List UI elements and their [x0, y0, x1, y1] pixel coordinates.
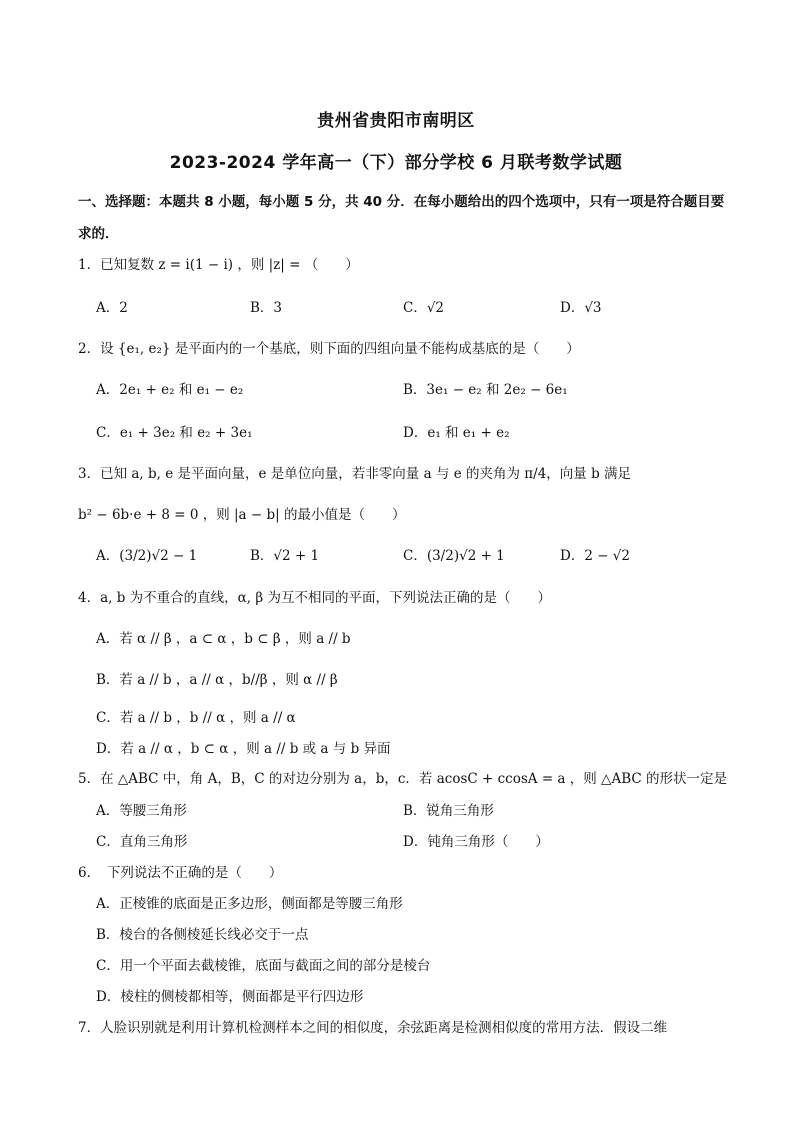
question-2-stem: 2．设 {e₁, e₂} 是平面内的一个基底，则下面的四组向量不能构成基底的是（ ） — [78, 341, 580, 357]
question-2-option-a: A．2e₁ + e₂ 和 e₁ − e₂ — [96, 382, 244, 398]
question-2-option-d: D．e₁ 和 e₁ + e₂ — [403, 425, 510, 441]
question-6-option-c: C．用一个平面去截棱锥，底面与截面之间的部分是棱台 — [96, 958, 431, 974]
exam-title-line2: 2023-2024 学年高一（下）部分学校 6 月联考数学试题 — [169, 153, 623, 173]
question-1-option-c: C．√2 — [403, 300, 445, 316]
question-1-option-b: B．3 — [250, 300, 283, 316]
question-1-option-d: D．√3 — [560, 300, 602, 316]
question-3-option-d: D．2 − √2 — [560, 548, 630, 564]
question-5-option-c: C．直角三角形 — [96, 834, 188, 850]
question-1-option-a: A．2 — [96, 300, 128, 316]
question-3-stem-line2: b² − 6b·e + 8 = 0 ，则 |a − b| 的最小值是（ ） — [78, 507, 406, 523]
question-5-stem: 5．在 △ABC 中，角 A，B，C 的对边分别为 a，b，c．若 acosC + ccosA = a ，则 △ABC 的形状一定是 — [78, 771, 727, 787]
question-5-option-d: D．钝角三角形（ ） — [403, 834, 549, 850]
question-3-option-b: B．√2 + 1 — [250, 548, 320, 564]
question-3-option-a: A．(3/2)√2 − 1 — [96, 548, 198, 564]
question-1-stem: 1．已知复数 z = i(1 − i) ，则 |z| = （ ） — [78, 257, 359, 273]
question-6-option-d: D．棱柱的侧棱都相等，侧面都是平行四边形 — [96, 989, 364, 1005]
question-5-option-a: A．等腰三角形 — [96, 803, 187, 819]
question-3-stem-line1: 3．已知 a, b, e 是平面向量，e 是单位向量，若非零向量 a 与 e 的夹角为 π/4，向量 b 满足 — [78, 466, 632, 482]
question-6-option-a: A．正棱锥的底面是正多边形，侧面都是等腰三角形 — [96, 896, 403, 912]
question-5-option-b: B．锐角三角形 — [403, 803, 494, 819]
question-3-option-c: C．(3/2)√2 + 1 — [403, 548, 505, 564]
question-4-option-b: B．若 a // b ，a // α ，b//β ，则 α // β — [96, 672, 338, 688]
exam-title-line1: 贵州省贵阳市南明区 — [317, 111, 475, 131]
question-4-option-a: A．若 α // β ，a ⊂ α ，b ⊂ β ，则 a // b — [96, 631, 351, 647]
question-7-stem: 7．人脸识别就是利用计算机检测样本之间的相似度，余弦距离是检测相似度的常用方法．假设二维 — [78, 1020, 668, 1036]
question-4-option-d: D．若 a // α ，b ⊂ α ，则 a // b 或 a 与 b 异面 — [96, 741, 391, 757]
question-6-option-b: B．棱台的各侧棱延长线必交于一点 — [96, 927, 309, 943]
question-6-stem: 6． 下列说法不正确的是（ ） — [78, 865, 283, 881]
section-heading: 一、选择题：本题共 8 小题，每小题 5 分，共 40 分．在每小题给出的四个选项中，只有一项是符合题目要求的． — [78, 194, 725, 242]
question-4-stem: 4．a, b 为不重合的直线，α, β 为互不相同的平面，下列说法正确的是（ ） — [78, 590, 551, 606]
question-4-option-c: C．若 a // b ，b // α ，则 a // α — [96, 710, 296, 726]
question-2-option-b: B．3e₁ − e₂ 和 2e₂ − 6e₁ — [403, 382, 568, 398]
question-2-option-c: C．e₁ + 3e₂ 和 e₂ + 3e₁ — [96, 425, 253, 441]
